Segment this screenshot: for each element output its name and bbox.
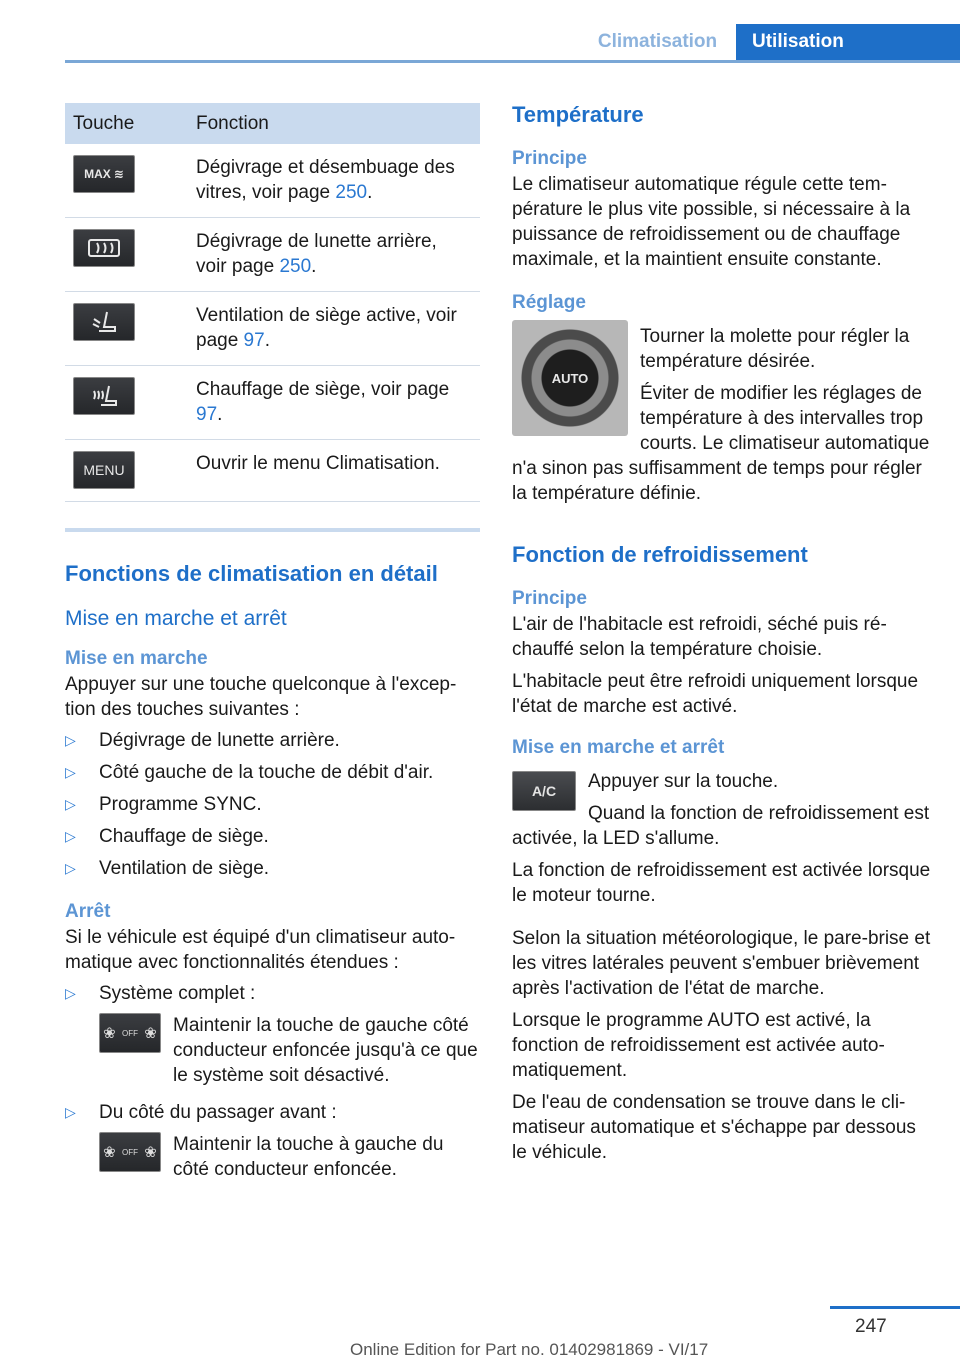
page-number: 247 [855, 1316, 887, 1337]
list-item: ▷ Dégivrage de lunette arrière. [65, 728, 480, 753]
cooling-title: Fonction de refroidissement [512, 542, 808, 567]
ac-key-icon: A/C [512, 771, 576, 811]
left-column [65, 103, 480, 1189]
off-item1-text: Maintenir la touche de gauche côté conducteur enfoncée jusqu'à ce que le système soit désactivé. [173, 1015, 478, 1086]
row-text: Dégivrage et désembuage des vitres, voir page [196, 157, 455, 203]
seat-heating-icon [73, 377, 135, 415]
list-item: ▷ Ventilation de siège. [65, 856, 480, 881]
ac-text-2: Quand la fonction de refroidissement est activée, la LED s'allume. [512, 803, 930, 849]
footer-divider [830, 1306, 960, 1309]
page-link[interactable]: 250 [279, 256, 312, 277]
on-text: Appuyer sur une touche quelconque à l'exception des touches suivantes : [65, 674, 457, 720]
reglage-text-2: Éviter de modifier les réglages de température à des intervalles trop courts. Le climatiseur automatique n'a sinon pas suffisamment de temps pour régler la température définie. [512, 383, 930, 504]
off-list [65, 981, 480, 1182]
list-item: ▷ Programme SYNC. [65, 792, 480, 817]
section-title: Fonctions de climatisation en détail [65, 561, 438, 586]
fan-off-key-icon: ❀ OFF ❀ [99, 1132, 161, 1172]
page-link[interactable]: 97 [243, 330, 265, 351]
temperature-title: Température [512, 102, 644, 127]
menu-key-icon: MENU [73, 451, 135, 489]
header-section-tab[interactable]: Climatisation [597, 31, 718, 52]
header-divider [65, 60, 960, 63]
ac-text-3: La fonction de refroidissement est activée lorsque le moteur tourne. [512, 860, 931, 906]
seat-ventilation-icon [73, 303, 135, 341]
temperature-knob-icon: AUTO [512, 320, 628, 436]
keys-table [65, 103, 480, 502]
body-text-4: Selon la situation météorologique, le pare-brise et les vitres latérales peuvent s'embuer brièvement après l'activation de l'état de marche. [512, 928, 931, 999]
fan-off-key-icon: ❀ OFF ❀ [99, 1013, 161, 1053]
row-text: Ouvrir le menu Climatisation. [196, 453, 440, 474]
on-title: Mise en marche [65, 648, 208, 669]
section-separator [65, 528, 480, 532]
on-exceptions-list [65, 728, 480, 881]
page-link[interactable]: 97 [196, 404, 218, 425]
off-item2-text: Maintenir la touche à gauche du côté conducteur enfoncée. [173, 1134, 444, 1180]
list-item: ▷ Chauffage de siège. [65, 824, 480, 849]
table-row: Chauffage de siège, voir page 97. [65, 366, 480, 440]
off-text: Si le véhicule est équipé d'un climatiseur automatique avec fonctionnalités étendues : [65, 927, 456, 973]
table-row: Dégivrage de lunette arrière, voir page 250. [65, 218, 480, 292]
off-title: Arrêt [65, 901, 111, 922]
row-text: Ventilation de siège active, voir page [196, 305, 457, 351]
principle-title-2: Principe [512, 588, 587, 609]
body-text-6: De l'eau de condensation se trouve dans le climatiseur automatique et s'échappe par dessous le véhicule. [512, 1092, 916, 1163]
list-item: ▷ Du côté du passager avant : ❀ OFF ❀ Maintenir la touche à gauche du côté conducteur enfoncée. [65, 1100, 480, 1182]
table-row [65, 440, 480, 502]
table-row: MAX ≋ Dégivrage et désembuage des vitres, voir page 250. [65, 144, 480, 218]
list-item: ▷ Système complet : ❀ OFF ❀ Maintenir la touche de gauche côté conducteur enfoncée jusqu'à ce que le système soit désactivé. [65, 981, 480, 1088]
row-text: Chauffage de siège, voir page [196, 379, 450, 400]
subsection-title: Mise en marche et arrêt [65, 607, 287, 630]
rear-defrost-icon [73, 229, 135, 267]
cooling-text-2: L'habitacle peut être refroidi uniquement lorsque l'état de marche est activé. [512, 671, 919, 717]
table-row: Ventilation de siège active, voir page 97. [65, 292, 480, 366]
right-column [512, 100, 932, 1165]
ac-text-1: Appuyer sur la touche. [588, 771, 779, 792]
table-header-function: Fonction [188, 103, 480, 144]
reglage-text-1: Tourner la molette pour régler la température désirée. [640, 326, 910, 372]
table-header-key: Touche [65, 103, 188, 144]
principle-text: Le climatiseur automatique régule cette température le plus vite possible, si nécessaire à la puissance de refroidissement ou de chauffage maximale, et la maintient ensuite constante. [512, 174, 911, 270]
max-defrost-icon: MAX ≋ [73, 155, 135, 193]
edition-footer: Online Edition for Part no. 01402981869 - VI/17 [350, 1340, 709, 1359]
header-active-tab[interactable]: Utilisation [736, 24, 960, 60]
cooling-onoff-title: Mise en marche et arrêt [512, 737, 725, 758]
page-link[interactable]: 250 [335, 182, 368, 203]
reglage-title: Réglage [512, 292, 586, 313]
body-text-5: Lorsque le programme AUTO est activé, la fonction de refroidissement est activée automatiquement. [512, 1010, 885, 1081]
list-item: ▷ Côté gauche de la touche de débit d'air. [65, 760, 480, 785]
principle-title: Principe [512, 148, 587, 169]
row-text: Dégivrage de lunette arrière, voir page [196, 231, 437, 277]
cooling-text-1: L'air de l'habitacle est refroidi, séché puis réchauffé selon la température choisie. [512, 614, 887, 660]
